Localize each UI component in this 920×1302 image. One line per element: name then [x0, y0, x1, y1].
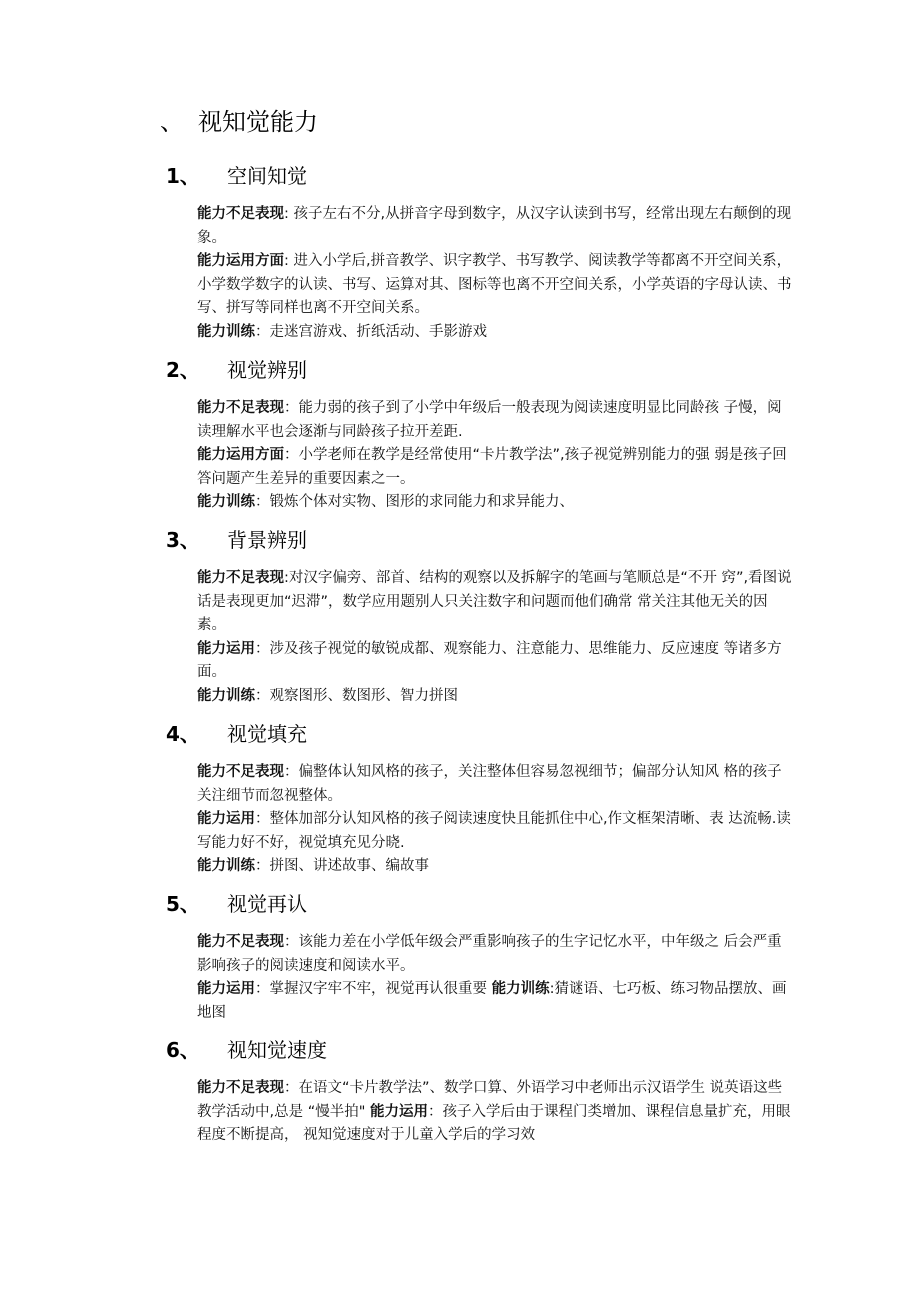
paragraph-text: ：该能力差在小学低年级会严重影响孩子的生字记忆水平，中年级之 后会严重影响孩子的阅读速度和阅读水平。 [197, 934, 782, 974]
paragraph-label: 能力运用 [197, 811, 255, 827]
paragraph-deficit [197, 567, 793, 638]
paragraph-label: 能力不足表现 [197, 1080, 284, 1096]
main-heading-number: 、 [160, 108, 184, 136]
section-number: 3、 [166, 528, 200, 552]
section-number: 4、 [166, 722, 200, 746]
paragraph-label: 能力训练 [197, 323, 255, 340]
paragraph-text: ：涉及孩子视觉的敏锐成都、观察能力、注意能力、思维能力、反应速度 等诸多方面。 [197, 640, 782, 680]
paragraph-application [197, 638, 793, 685]
paragraph-label: 能力运用方面 [197, 253, 284, 269]
paragraph-text: ：偏整体认知风格的孩子，关注整体但容易忽视细节；偏部分认知风 格的孩子关注细节而忽视整体。 [197, 764, 782, 804]
paragraph-label: 能力不足表现 [197, 400, 284, 416]
paragraph-label: 能力训练 [197, 494, 255, 510]
paragraph-deficit [197, 397, 793, 444]
paragraph-label: 能力训练 [197, 858, 255, 874]
section-body-visual-speed [197, 1077, 793, 1148]
section-number: 1、 [166, 164, 200, 188]
section-body-visual-recognition [197, 931, 793, 1025]
section-heading-background-discrimination [166, 525, 307, 555]
section-body-spatial-perception [197, 203, 793, 344]
paragraph-application [197, 250, 793, 321]
paragraph-label: 能力运用方面 [197, 447, 284, 463]
paragraph-label: 能力运用 [197, 640, 255, 657]
paragraph-training [197, 491, 793, 515]
section-heading-visual-closure [166, 719, 307, 749]
paragraph-text: :对汉字偏旁、部首、结构的观察以及拆解字的笔画与笔顺总是“不开 窍”,看图说话是表现更加“迟滞”，数学应用题别人只关注数字和问题而他们确常 常关注其他无关的因素。 [197, 570, 792, 633]
paragraph-training [197, 321, 793, 345]
section-number: 6、 [166, 1038, 200, 1062]
paragraph-text: ：整体加部分认知风格的孩子阅读速度快且能抓住中心,作文框架清晰、表 达流畅.读写能力好不好，视觉填充见分晓. [197, 811, 791, 851]
paragraph-training [197, 855, 793, 879]
paragraph-text: ：观察图形、数图形、智力拼图 [255, 687, 458, 704]
main-heading-title: 视知觉能力 [198, 108, 318, 136]
paragraph-text: : 孩子左右不分,从拼音字母到数字，从汉字认读到书写，经常出现左右颠倒的现象。 [197, 206, 792, 246]
section-title: 视觉填充 [227, 722, 307, 746]
section-heading-visual-recognition [166, 889, 307, 919]
paragraph-deficit [197, 931, 793, 978]
main-heading [160, 105, 318, 139]
paragraph-label-2: 能力训练 [491, 981, 550, 997]
paragraph-deficit [197, 761, 793, 808]
paragraph-text: ：在语文“卡片教学法”、数学口算、外语学习中老师出示汉语学生 说英语这些教学活动中,总是 “慢半拍" [197, 1080, 783, 1120]
paragraph-text: ：小学老师在教学是经常使用“卡片教学法”,孩子视觉辨别能力的强 弱是孩子回答问题产生差异的重要因素之一。 [197, 447, 787, 487]
paragraph-application [197, 444, 793, 491]
section-heading-spatial-perception [166, 161, 307, 191]
paragraph-label-2: 能力运用 [370, 1103, 429, 1120]
paragraph-text-2: ：孩子入学后由于课程门类增加、课程信息量扩充，用眼程度不断提高， 视知觉速度对于儿童入学后的学习效 [197, 1103, 791, 1143]
paragraph-training [197, 685, 793, 709]
section-heading-visual-speed [166, 1035, 327, 1065]
section-title: 空间知觉 [227, 164, 307, 188]
paragraph-label: 能力训练 [197, 687, 255, 704]
section-title: 视觉辨别 [227, 358, 307, 382]
section-number: 5、 [166, 892, 200, 916]
paragraph-label: 能力不足表现 [197, 934, 284, 950]
section-title: 视觉再认 [227, 892, 307, 916]
section-heading-visual-discrimination [166, 355, 307, 385]
paragraph-text-2: :猜谜语、七巧板、练习物品摆放、画地图 [197, 981, 787, 1021]
section-title: 背景辨别 [227, 528, 307, 552]
paragraph-label: 能力不足表现 [197, 764, 284, 780]
paragraph-text: : 进入小学后,拼音教学、识字教学、书写教学、阅读教学等都离不开空间关系，小学数学数字的认读、书写、运算对其、图标等也离不开空间关系，小学英语的字母认读、书写、拼写等同样也离不开空间关系。 [197, 253, 792, 316]
section-body-background-discrimination [197, 567, 793, 708]
paragraph-text: ：掌握汉字牢不牢，视觉再认很重要 [255, 981, 492, 997]
paragraph-application [197, 978, 793, 1025]
paragraph-application [197, 808, 793, 855]
section-number: 2、 [166, 358, 200, 382]
paragraph-text: ：锻炼个体对实物、图形的求同能力和求异能力、 [255, 494, 574, 510]
paragraph-label: 能力不足表现 [197, 570, 284, 586]
paragraph-text: ：拼图、讲述故事、编故事 [255, 858, 429, 874]
section-body-visual-discrimination [197, 397, 793, 515]
paragraph-text: ：能力弱的孩子到了小学中年级后一般表现为阅读速度明显比同龄孩 子慢，阅读理解水平也会逐渐与同龄孩子拉开差距. [197, 400, 782, 440]
section-title: 视知觉速度 [227, 1038, 327, 1062]
section-body-visual-closure [197, 761, 793, 879]
paragraph-deficit [197, 203, 793, 250]
paragraph-label: 能力不足表现 [197, 206, 284, 222]
paragraph-text: ：走迷宫游戏、折纸活动、手影游戏 [255, 323, 487, 340]
paragraph-deficit-and-application [197, 1077, 793, 1148]
paragraph-label: 能力运用 [197, 981, 255, 997]
